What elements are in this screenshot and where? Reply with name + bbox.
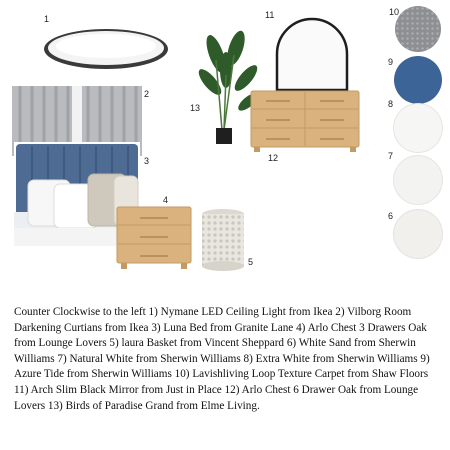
- label-11: 11: [265, 10, 275, 20]
- extra-white-swatch: [394, 104, 442, 152]
- caption-text: Counter Clockwise to the left 1) Nymane LED Ceiling Light from Ikea 2) Vilborg Room Darkening Curtians from Ikea 3) Luna Bed from Granite Lane 4) Arlo Chest 3 Drawers Oak from Lounge Lovers 5) laura Basket from Vincent Sheppard 6) White Sand from Sherwin Williams 7) Natural White from Sherwin Williams 8) Extra White from Sherwin Williams 9) Azure Tide from Sherwin Williams 10) Lavishliving Loop Texture Carpet from Shaw Floors 11) Arch Slim Black Mirror from Just in Place 12) Arlo Chest 6 Drawer Oak from Lounge Lovers 13) Birds of Paradise Grand from Elme Living.: [14, 306, 430, 412]
- label-8: 8: [388, 99, 394, 109]
- azure-tide-swatch: [394, 56, 442, 104]
- label-5: 5: [248, 257, 254, 267]
- arch-mirror-image: [274, 16, 350, 92]
- label-13: 13: [190, 103, 201, 113]
- label-12: 12: [268, 153, 279, 163]
- label-4: 4: [163, 195, 169, 205]
- carpet-swatch: [395, 6, 441, 52]
- label-9: 9: [388, 57, 394, 67]
- label-1: 1: [44, 14, 50, 24]
- label-10: 10: [389, 7, 400, 17]
- label-3: 3: [144, 156, 150, 166]
- basket-image: [200, 208, 246, 272]
- three-drawer-chest-image: [116, 206, 192, 270]
- label-7: 7: [388, 151, 394, 161]
- ceiling-light-image: [40, 26, 172, 72]
- label-6: 6: [388, 211, 394, 221]
- white-sand-swatch: [394, 210, 442, 258]
- natural-white-swatch: [394, 156, 442, 204]
- label-2: 2: [144, 89, 150, 99]
- six-drawer-chest-image: [250, 90, 360, 152]
